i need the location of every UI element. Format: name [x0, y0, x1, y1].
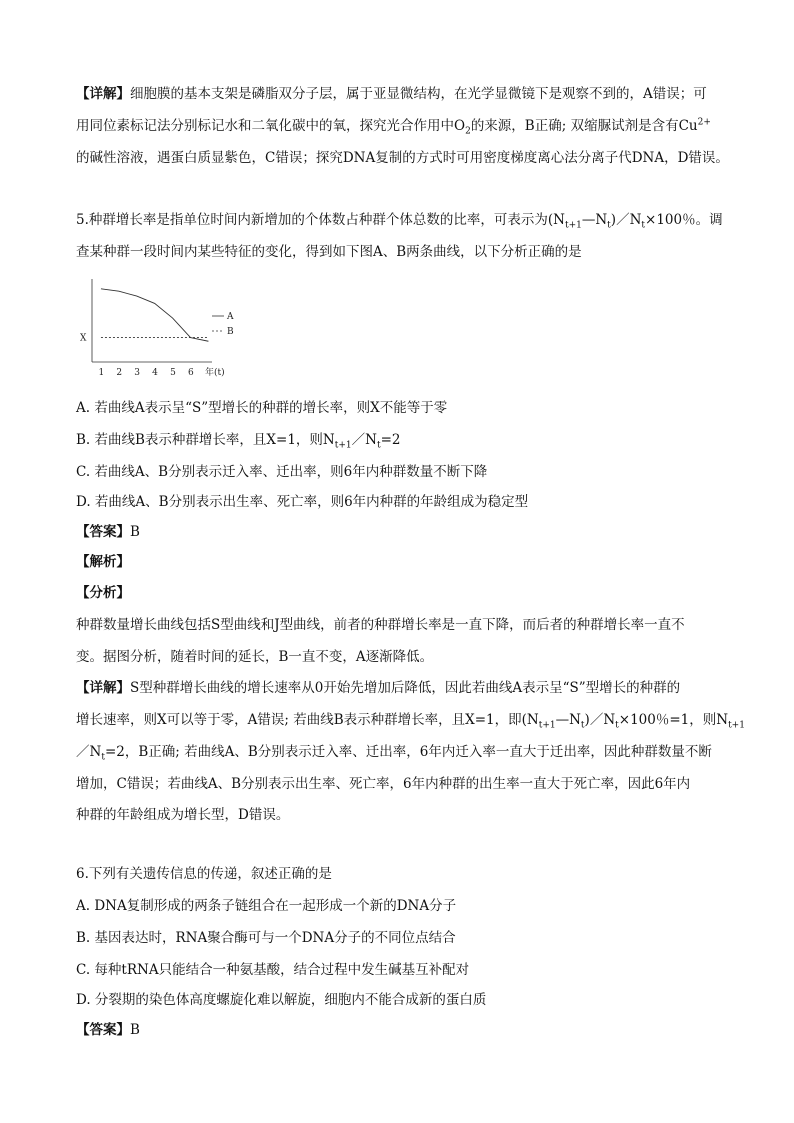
- q4-detail-line-1: 【详解】细胞膜的基本支架是磷脂双分子层，属于亚显微结构，在光学显微镜下是观察不到的，A错误；可: [76, 86, 707, 102]
- legend-b-label: B: [227, 327, 234, 337]
- q5-option-d: D. 若曲线A、B分别表示出生率、死亡率，则6年内种群的年龄组成为稳定型: [76, 494, 529, 510]
- x-tick-label: 3: [134, 368, 141, 378]
- q5-option-c: C. 若曲线A、B分别表示迁入率、迁出率，则6年内种群数量不断下降: [76, 464, 488, 480]
- x-tick-label: 6: [188, 368, 194, 378]
- q5-option-a: A. 若曲线A表示呈“S”型增长的种群的增长率，则X不能等于零: [76, 400, 448, 416]
- q5-analysis-line-2: 变。据图分析，随着时间的延长，B一直不变，A逐渐降低。: [76, 649, 434, 665]
- x-tick-label: 1: [98, 368, 105, 378]
- q5-detail-line-3: $/N_t=2$，B正确; 若曲线A、B分别表示迁入率、迁出率，6年内迁入率一直大于迁出率，因此种群数量不断: [76, 744, 712, 763]
- x-tick-label: 2: [116, 368, 123, 378]
- q5-stem-line-2: 查某种群一段时间内某些特征的变化，得到如下图A、B两条曲线，以下分析正确的是: [76, 244, 582, 260]
- q5-analysis-line-1: 种群数量增长曲线包括S型曲线和J型曲线，前者的种群增长率是一直下降，而后者的种群增长率一直不: [76, 617, 685, 633]
- q6-option-b: B. 基因表达时，RNA聚合酶可与一个DNA分子的不同位点结合: [76, 930, 456, 946]
- detail-tag: 【详解】: [76, 86, 130, 102]
- q6-option-a: A. DNA复制形成的两条子链组合在一起形成一个新的DNA分子: [76, 898, 457, 914]
- q6-option-c: C. 每种tRNA只能结合一种氨基酸，结合过程中发生碱基互补配对: [76, 962, 470, 978]
- q5-stem-line-1: 5.种群增长率是指单位时间内新增加的个体数占种群个体总数的比率，可表示为$(N_{t+1}—N_t)/N_t\times 100$％。调: [76, 212, 723, 231]
- q4-detail-line-3: 的碱性溶液，遇蛋白质显紫色，C错误；探究DNA复制的方式时可用密度梯度离心法分离子代DNA，D错误。: [76, 150, 729, 166]
- x-tick-label: 4: [152, 368, 158, 378]
- q5-fenxi: 【分析】: [76, 585, 130, 601]
- series-line-a: [101, 289, 208, 341]
- q6-answer: 【答案】B: [76, 1022, 140, 1038]
- legend-a-label: A: [227, 312, 234, 322]
- y-tick-label-x: X: [80, 333, 87, 344]
- x-axis-label: 年(t): [205, 368, 225, 378]
- population-chart: [76, 274, 246, 384]
- q6-stem: 6.下列有关遗传信息的传递，叙述正确的是: [76, 866, 332, 882]
- q5-detail-line-5: 种群的年龄组成为增长型，D错误。: [76, 807, 290, 823]
- q4-detail-line-2: 用同位素标记法分别标记水和二氧化碳中的氧，探究光合作用中$O_2$的来源，B正确; 双缩脲试剂是含有$Cu^{2+}$: [76, 117, 711, 137]
- x-tick-label: 5: [170, 368, 176, 378]
- q5-option-b: B. 若曲线B表示种群增长率，且X=1，则$N_{t+1}/N_t=2$: [76, 432, 401, 451]
- q5-answer: 【答案】B: [76, 524, 140, 540]
- q5-detail-line-2: 增长速率，则X可以等于零，A错误; 若曲线B表示种群增长率，且X=1，即$(N_{t+1}—N_t)/N_t\times 100$％=1，则$N_{t+1}$: [76, 712, 745, 731]
- q5-detail-line-4: 增加，C错误；若曲线A、B分别表示出生率、死亡率，6年内种群的出生率一直大于死亡率，因此6年内: [76, 776, 691, 792]
- q5-detail-line-1: 【详解】S型种群增长曲线的增长速率从0开始先增加后降低，因此若曲线A表示呈“S”型增长的种群的: [76, 680, 681, 696]
- q6-option-d: D. 分裂期的染色体高度螺旋化难以解旋，细胞内不能合成新的蛋白质: [76, 992, 487, 1008]
- q5-jiexi: 【解析】: [76, 554, 130, 570]
